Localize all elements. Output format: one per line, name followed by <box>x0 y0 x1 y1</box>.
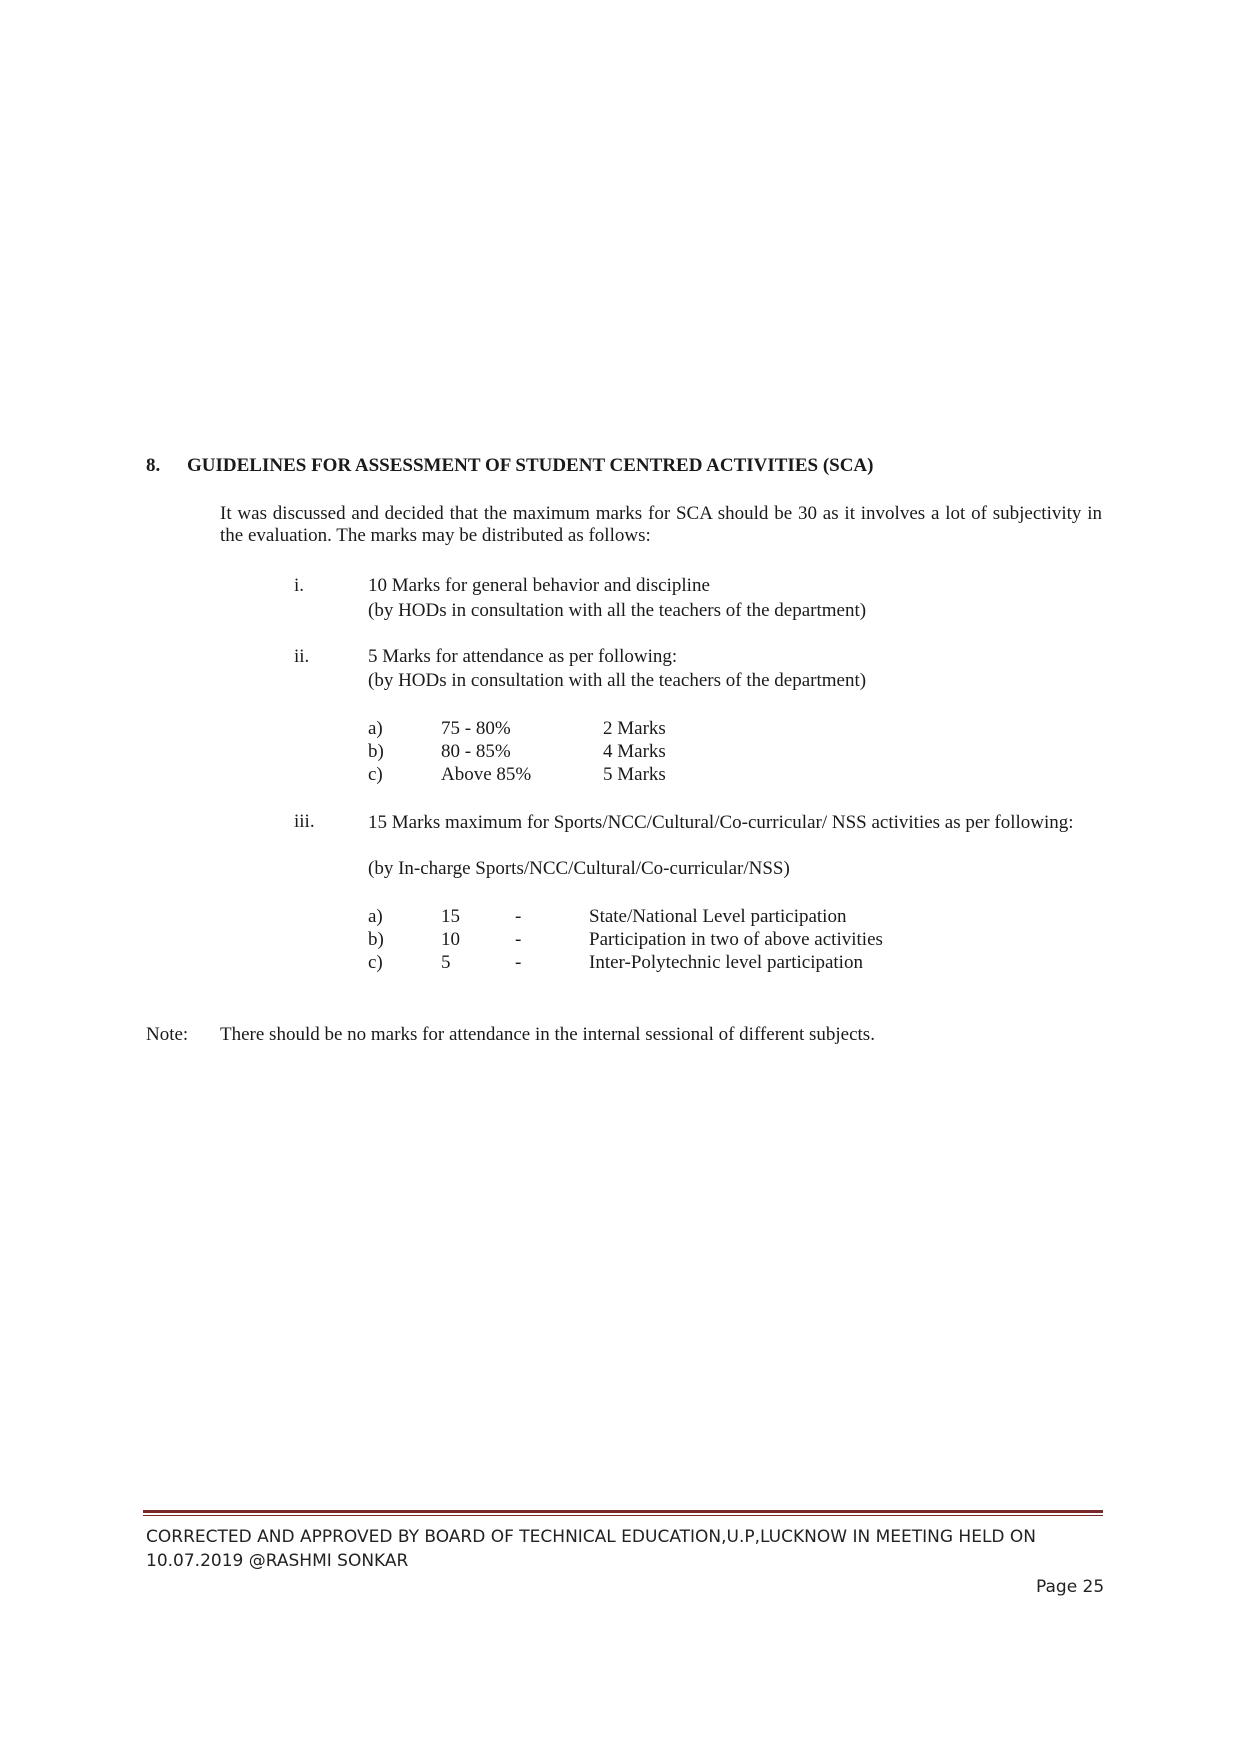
attendance-marks: 5 Marks <box>603 764 666 785</box>
attendance-marks: 4 Marks <box>603 741 666 762</box>
item-note: (by In-charge Sports/NCC/Cultural/Co-curricular/NSS) <box>368 858 790 879</box>
sub-letter: c) <box>368 764 383 785</box>
item-note: (by HODs in consultation with all the teachers of the department) <box>368 670 867 691</box>
item-line: 5 Marks for attendance as per following: <box>368 646 678 667</box>
activity-description: Participation in two of above activities <box>589 929 883 950</box>
note-label: Note: <box>146 1024 189 1045</box>
footer-approval-line: CORRECTED AND APPROVED BY BOARD OF TECHNICAL EDUCATION,U.P,LUCKNOW IN MEETING HELD ON <box>146 1527 1037 1547</box>
item-line: 10 Marks for general behavior and discipline <box>368 575 710 596</box>
footer-date-author: 10.07.2019 @RASHMI SONKAR <box>146 1551 409 1571</box>
activity-marks: 5 <box>441 952 451 973</box>
sub-letter: b) <box>368 741 384 762</box>
footer-rule-thin <box>143 1515 1103 1516</box>
attendance-range: Above 85% <box>441 764 532 785</box>
item-line: 15 Marks maximum for Sports/NCC/Cultural/Co-curricular/ NSS activities as per following: <box>368 812 1074 833</box>
page-number: Page 25 <box>1036 1577 1105 1597</box>
sub-letter: c) <box>368 952 383 973</box>
sub-letter: a) <box>368 906 383 927</box>
attendance-range: 75 - 80% <box>441 718 511 739</box>
footer-rule <box>143 1510 1103 1513</box>
activity-description: Inter-Polytechnic level participation <box>589 952 863 973</box>
dash: - <box>515 952 522 973</box>
item-numeral: i. <box>294 575 305 596</box>
dash: - <box>515 906 522 927</box>
intro-paragraph: It was discussed and decided that the maximum marks for SCA should be 30 as it involves a lot of subjectivity in the evaluation. The marks may be distributed as follows: <box>220 503 1102 546</box>
item-numeral: iii. <box>294 811 315 832</box>
item-note: (by HODs in consultation with all the teachers of the department) <box>368 600 867 621</box>
dash: - <box>515 929 522 950</box>
section-number: 8. <box>146 455 161 476</box>
section-title: GUIDELINES FOR ASSESSMENT OF STUDENT CENTRED ACTIVITIES (SCA) <box>187 455 874 476</box>
activity-marks: 15 <box>441 906 460 927</box>
attendance-marks: 2 Marks <box>603 718 666 739</box>
note-text: There should be no marks for attendance in the internal sessional of different subjects. <box>220 1024 875 1045</box>
item-numeral: ii. <box>294 646 310 667</box>
sub-letter: a) <box>368 718 383 739</box>
attendance-range: 80 - 85% <box>441 741 511 762</box>
activity-marks: 10 <box>441 929 460 950</box>
sub-letter: b) <box>368 929 384 950</box>
activity-description: State/National Level participation <box>589 906 847 927</box>
